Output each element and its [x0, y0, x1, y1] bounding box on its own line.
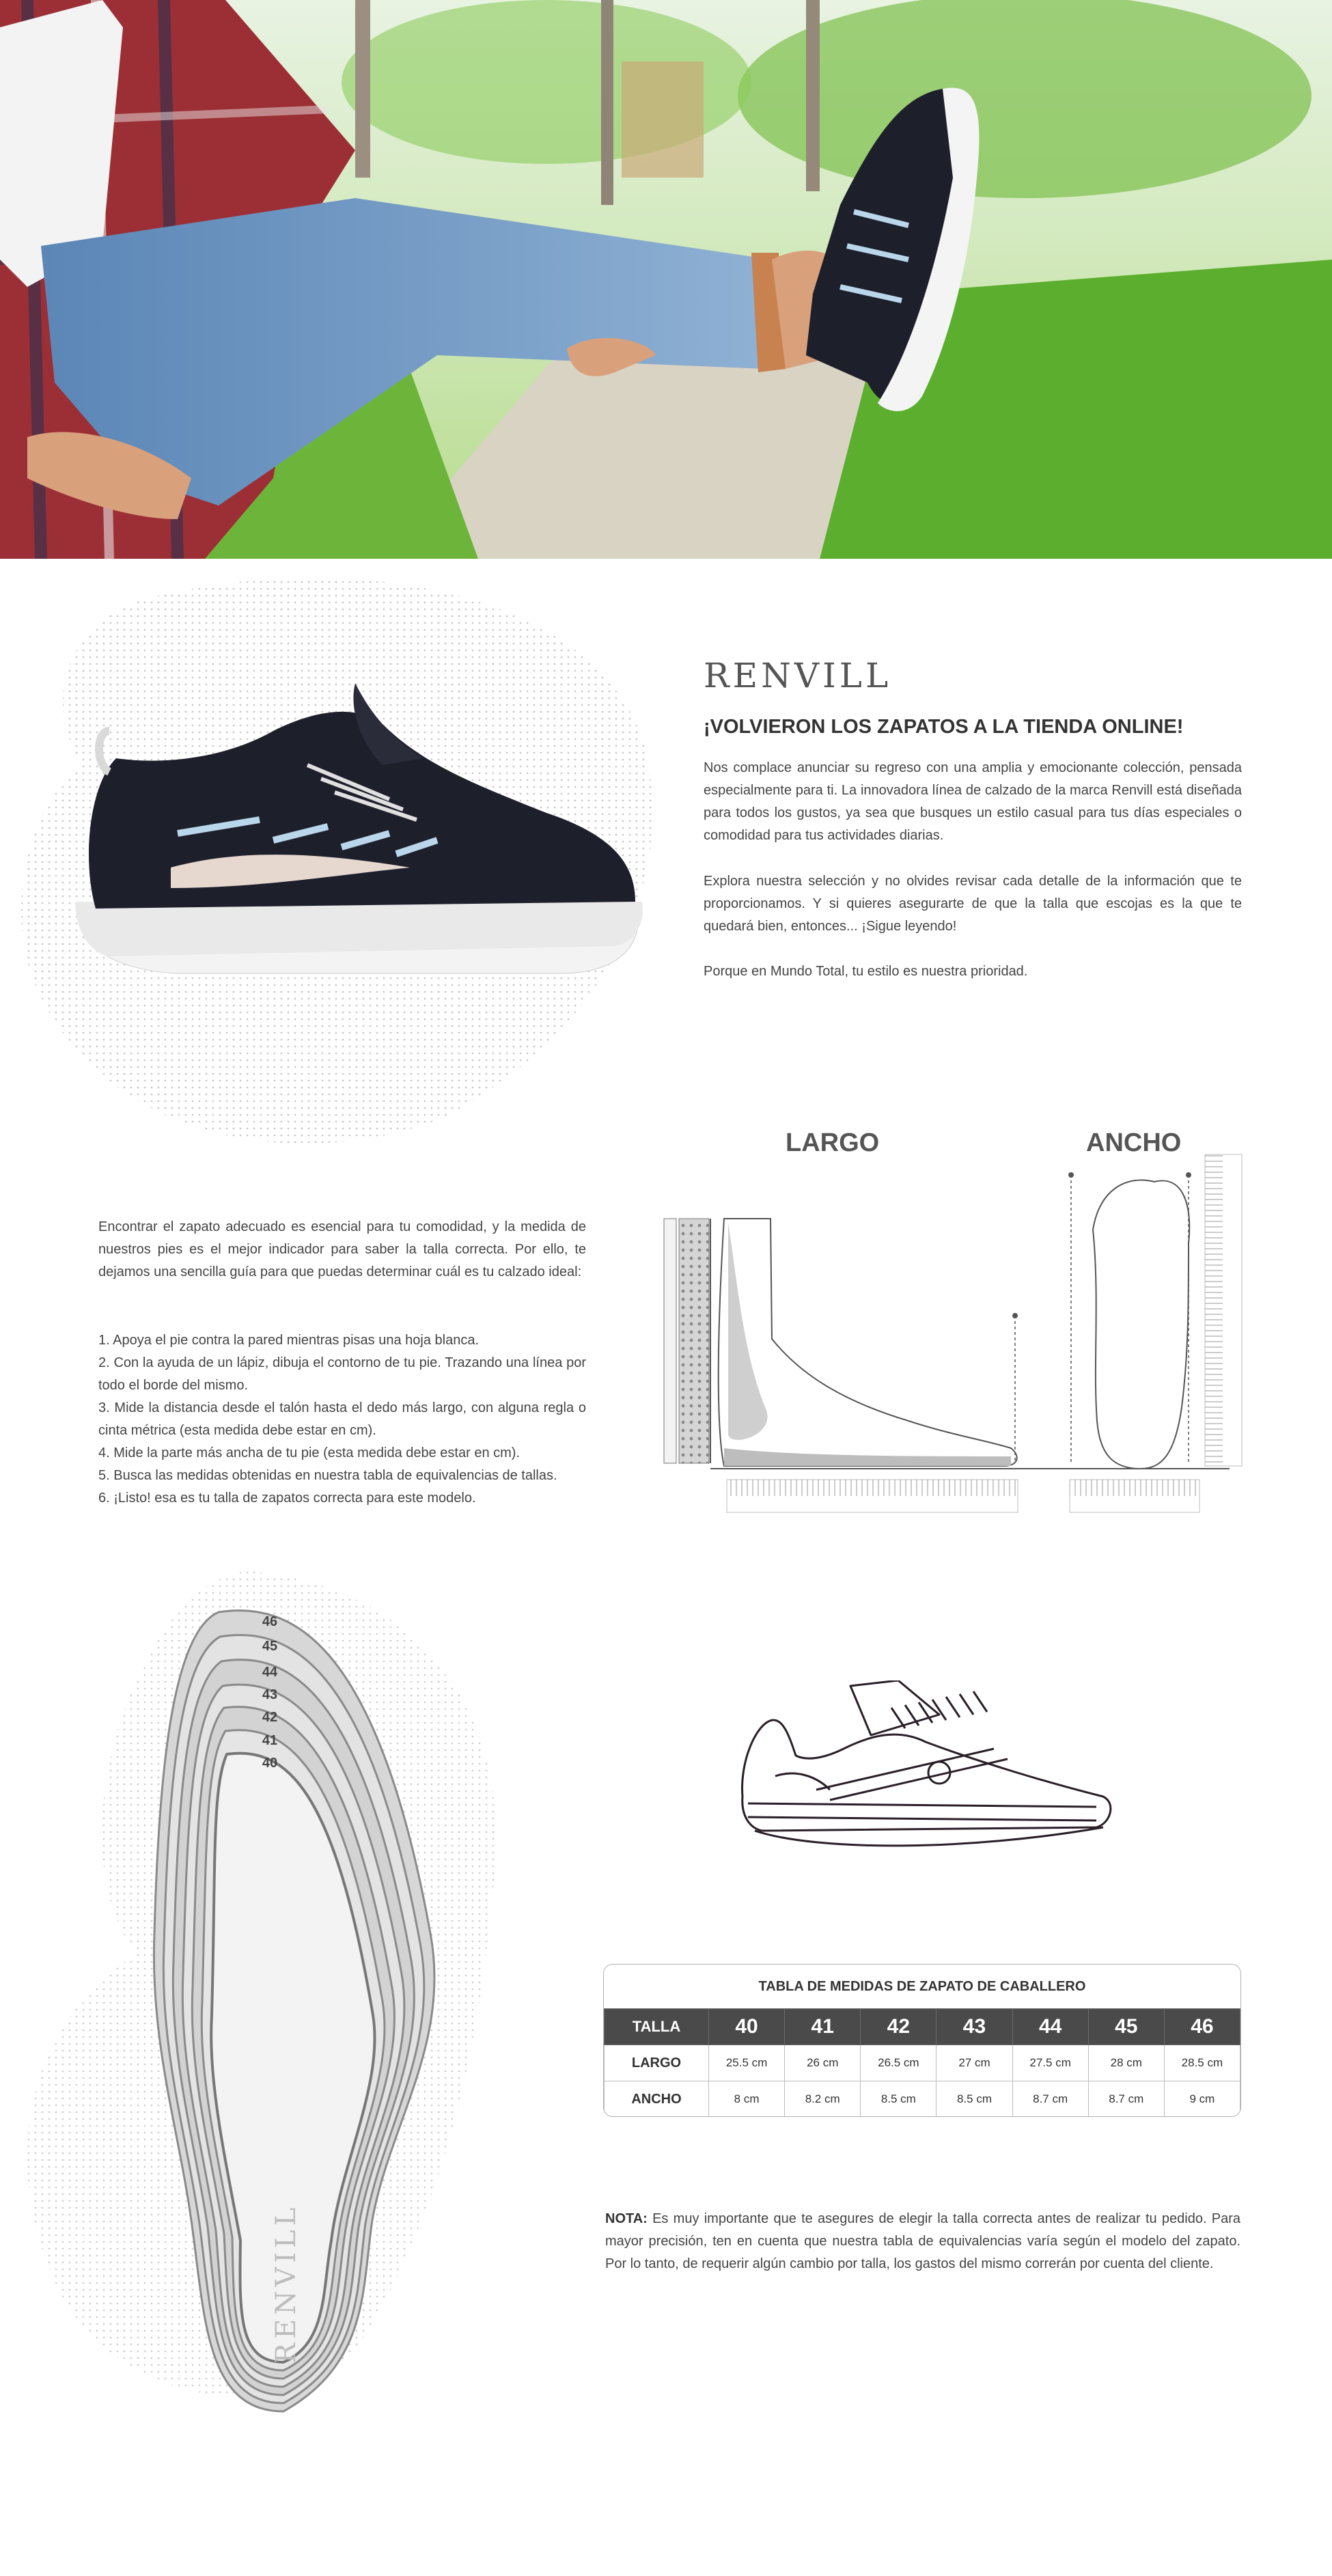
guide-step: 3. Mide la distancia desde el talón hasta el dedo más largo, con alguna regla o cinta métrica (esta medida debe estar en cm).	[98, 1400, 586, 1438]
intro-paragraph-1: Nos complace anunciar su regreso con una amplia y emocionante colección, pensada especialmente para ti. La innovadora línea de calzado de la marca Renvill está diseñada para todos los gustos, ya sea que busques un estilo casual para tus días especiales o comodidad para tus actividades diarias.	[704, 760, 1242, 843]
guide-intro: Encontrar el zapato adecuado es esencial para tu comodidad, y la medida de nuestros pies es el mejor indicador para saber la talla correcta. Por ello, te dejamos una sencilla guía para que puedas determinar cuál es tu calzado ideal:	[98, 1219, 586, 1279]
largo-label: LARGO	[786, 1128, 880, 1157]
guide-step: 6. ¡Listo! esa es tu talla de zapatos correcta para este modelo.	[98, 1491, 476, 1506]
table-cell: 25.5 cm	[709, 2045, 785, 2081]
intro-paragraph-2: Explora nuestra selección y no olvides revisar cada detalle de la información que te proporcionamos. Y si quieres asegurarte de que la talla que escojas es la que te quedará bien, entonces... ¡Sigue leyendo!	[704, 874, 1242, 934]
table-row-label: LARGO	[605, 2045, 709, 2081]
brand-logo: RENVILL	[704, 656, 892, 695]
table-cell: 26 cm	[785, 2045, 861, 2081]
table-cell: 8 cm	[709, 2081, 785, 2118]
insole-size-outline	[143, 1605, 444, 2418]
table-header-size: 43	[936, 2009, 1012, 2045]
size-table	[603, 1964, 1241, 2117]
table-row	[605, 2045, 1240, 2081]
insole-size-label: 46	[262, 1614, 278, 1629]
insole-size-label: 44	[262, 1665, 278, 1680]
table-header-size: 46	[1164, 2009, 1240, 2045]
guide-steps-list	[98, 1329, 586, 1510]
table-cell: 9 cm	[1164, 2081, 1240, 2118]
table-cell: 8.5 cm	[936, 2081, 1012, 2118]
table-cell: 8.5 cm	[861, 2081, 936, 2118]
table-cell: 27 cm	[936, 2045, 1012, 2081]
foot-measurement-diagram	[663, 1148, 1250, 1530]
table-row	[605, 2081, 1240, 2118]
note-text: Es muy importante que te asegures de elegir la talla correcta antes de realizar tu pedido. Para mayor precisión, ten en cuenta que nuestra tabla de equivalencias varía según el modelo del zapato. Por lo tanto, de requerir algún cambio por talla, los gastos del mismo correrán por cuenta del cliente.	[605, 2211, 1240, 2271]
table-cell: 28.5 cm	[1164, 2045, 1240, 2081]
table-header-size: 41	[785, 2009, 861, 2045]
table-cell: 26.5 cm	[861, 2045, 936, 2081]
intro-paragraph-3: Porque en Mundo Total, tu estilo es nuestra prioridad.	[704, 964, 1028, 979]
table-header-size: 45	[1088, 2009, 1164, 2045]
table-header-label: TALLA	[605, 2009, 709, 2045]
table-header-size: 44	[1012, 2009, 1088, 2045]
guide-step: 1. Apoya el pie contra la pared mientras pisas una hoja blanca.	[98, 1333, 480, 1348]
guide-step: 5. Busca las medidas obtenidas en nuestra tabla de equivalencias de tallas.	[98, 1468, 557, 1483]
guide-step: 2. Con la ayuda de un lápiz, dibuja el contorno de tu pie. Trazando una línea por todo el borde del mismo.	[98, 1355, 586, 1393]
table-cell: 8.2 cm	[785, 2081, 861, 2118]
table-cell: 8.7 cm	[1088, 2081, 1164, 2118]
insole-size-label: 41	[262, 1733, 278, 1748]
table-row-label: ANCHO	[605, 2081, 709, 2118]
hero-photo	[0, 0, 1332, 559]
insole-size-label: 40	[262, 1756, 278, 1771]
table-header-row	[605, 2009, 1240, 2045]
ancho-label: ANCHO	[1086, 1128, 1182, 1157]
table-header-size: 42	[861, 2009, 936, 2045]
sneaker-side-image	[68, 683, 649, 991]
sneaker-line-drawing	[734, 1680, 1117, 1865]
note-paragraph	[605, 2208, 1240, 2275]
size-table-grid	[604, 2008, 1240, 2117]
table-cell: 28 cm	[1088, 2045, 1164, 2081]
insole-brand-logo: RENVILL	[270, 2203, 302, 2364]
page-headline: ¡VOLVIERON LOS ZAPATOS A LA TIENDA ONLINE!	[704, 716, 1184, 738]
insole-size-label: 42	[262, 1710, 278, 1725]
guide-step: 4. Mide la parte más ancha de tu pie (esta medida debe estar en cm).	[98, 1445, 521, 1460]
insole-size-label: 45	[262, 1639, 278, 1654]
table-header-size: 40	[709, 2009, 785, 2045]
hero-illustration	[0, 0, 1332, 559]
insole-size-label: 43	[262, 1687, 278, 1702]
table-cell: 8.7 cm	[1012, 2081, 1088, 2118]
note-label: NOTA:	[605, 2211, 648, 2226]
table-cell: 27.5 cm	[1012, 2045, 1088, 2081]
size-table-title: TABLA DE MEDIDAS DE ZAPATO DE CABALLERO	[758, 1979, 1086, 1994]
